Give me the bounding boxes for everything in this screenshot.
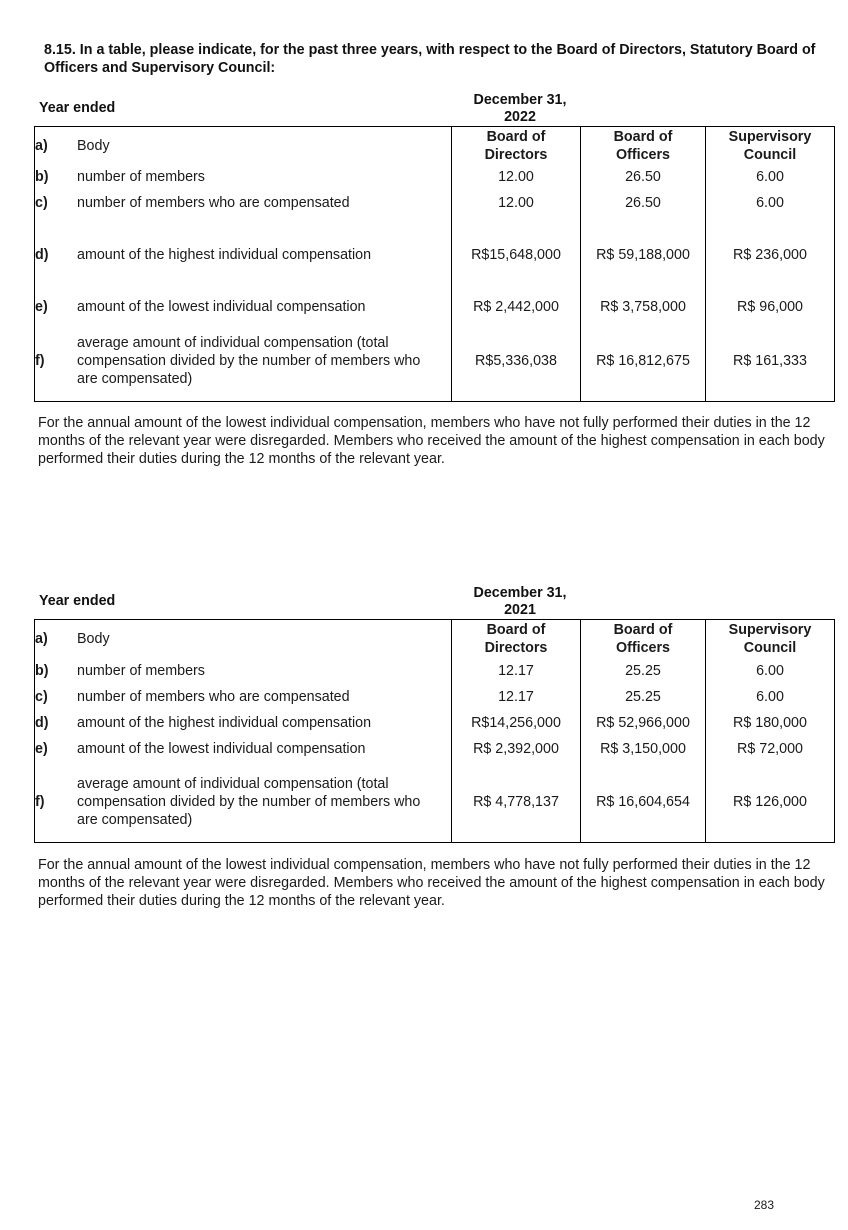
table-row: c) number of members who are compensated 12.00 26.50 6.00 (35, 190, 835, 217)
column-header-board-of-directors: Board of Directors (452, 620, 581, 658)
section-heading: 8.15. In a table, please indicate, for the past three years, with respect to the Board of Directors, Statutory Board of Officers and Supervisory Council: (44, 42, 816, 76)
footnote-2022: For the annual amount of the lowest individual compensation, members who have not fully performed their duties in the 12 months of the relevant year were disregarded. Members who received the amount of the highest compensation in each body performed their duties during the 12 months of the relevant year. (38, 415, 825, 467)
table-row: f) average amount of individual compensation (total compensation divided by the number of members who are compensated) R$5,336,038 R$ 16,812,675 R$ 161,333 (35, 321, 835, 402)
footnote-2021: For the annual amount of the lowest individual compensation, members who have not fully performed their duties in the 12 months of the relevant year were disregarded. Members who received the amount of the highest compensation in each body performed their duties during the 12 months of the relevant year. (38, 857, 825, 909)
year-date: December 31, 2022 (473, 92, 567, 125)
column-header-supervisory-council: Supervisory Council (706, 620, 835, 658)
table-row: f) average amount of individual compensation (total compensation divided by the number of members who are compensated) R$ 4,778,137 R$ 16,604,654 R$ 126,000 (35, 762, 835, 843)
year-ended-label: Year ended (39, 100, 116, 116)
page-number: 283 (754, 1198, 775, 1212)
compensation-table-2021 (34, 619, 835, 843)
table-row: e) amount of the lowest individual compensation R$ 2,442,000 R$ 3,758,000 R$ 96,000 (35, 294, 835, 321)
year-ended-label: Year ended (39, 593, 116, 609)
year-date: December 31, 2021 (473, 585, 567, 618)
column-header-board-of-officers: Board of Officers (581, 127, 706, 165)
table-row: a) Body Board of Directors Board of Officers Supervisory Council (35, 620, 835, 658)
table-row: d) amount of the highest individual compensation R$14,256,000 R$ 52,966,000 R$ 180,000 (35, 710, 835, 736)
table-row: c) number of members who are compensated 12.17 25.25 6.00 (35, 684, 835, 710)
compensation-table-2022 (34, 126, 835, 402)
table-row: d) amount of the highest individual compensation R$15,648,000 R$ 59,188,000 R$ 236,000 (35, 217, 835, 294)
column-header-board-of-directors: Board of Directors (452, 127, 581, 165)
table-row: e) amount of the lowest individual compensation R$ 2,392,000 R$ 3,150,000 R$ 72,000 (35, 736, 835, 762)
column-header-supervisory-council: Supervisory Council (706, 127, 835, 165)
table-row: a) Body Board of Directors Board of Officers Supervisory Council (35, 127, 835, 165)
column-header-board-of-officers: Board of Officers (581, 620, 706, 658)
table-row: b) number of members 12.00 26.50 6.00 (35, 165, 835, 190)
table-row: b) number of members 12.17 25.25 6.00 (35, 658, 835, 684)
